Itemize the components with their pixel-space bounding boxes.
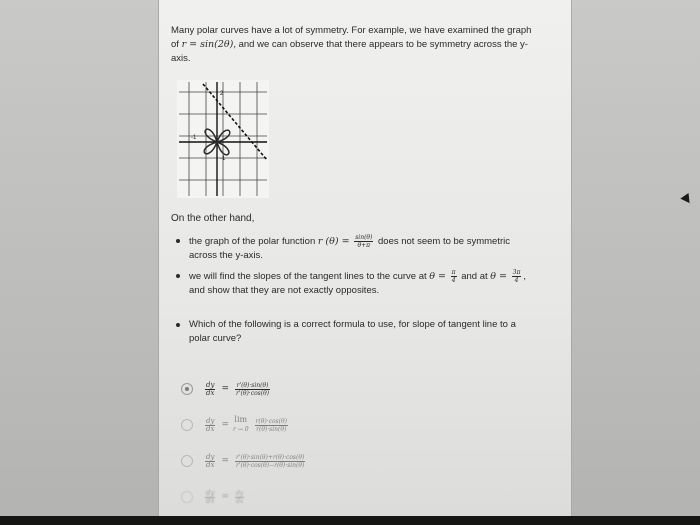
- question-line-2: polar curve?: [189, 333, 242, 344]
- intro-equation: r = sin(2θ): [181, 39, 234, 50]
- radio-button[interactable]: [181, 491, 193, 503]
- polar-rose-graph: [177, 80, 269, 198]
- derivative-label: $\frac{dy}{dx}$: [206, 488, 215, 505]
- function-fraction: $\frac{\sin(\theta)}{\theta+\pi}$: [355, 234, 373, 249]
- intro-paragraph: [171, 24, 566, 66]
- bullet-item: we will find the slopes of the tangent lines to the curve at θ = $\frac{\pi}{4}$ and at θ = $\frac{3\pi}{4}$ , and show that they are not exactly opposites.: [173, 269, 563, 298]
- limit-operator: lim r → 0: [232, 415, 249, 433]
- radio-button-selected[interactable]: [181, 383, 193, 395]
- answer-option-3[interactable]: $\frac{dy}{dx}$ = $\frac{r'(\theta)\cdot\sin(\theta)+r(\theta)\cdot\cos(\theta)}{r'(\theta)\cdot\cos(\theta)-r(\theta)\cdot\sin(\theta)}$: [181, 446, 561, 476]
- tick-label-top: 2: [220, 91, 224, 97]
- intro-line-2: of r = sin(2θ), and we can observe that there appears to be symmetry across the y-: [171, 39, 528, 50]
- answer-option-4[interactable]: $\frac{dy}{dx}$ = $\frac{dy}{dx}$: [181, 482, 561, 512]
- other-hand-heading: On the other hand,: [171, 213, 255, 224]
- monitor-bezel: [0, 516, 700, 525]
- derivative-label: $\frac{dy}{dx}$: [206, 380, 215, 397]
- intro-line-3: axis.: [171, 53, 191, 64]
- answer-option-1[interactable]: $\frac{dy}{dx}$ = $\frac{r'(\theta)\cdot\sin(\theta)}{r'(\theta)\cdot\cos(\theta)}$: [181, 374, 561, 404]
- formula-fraction: $\frac{r'(\theta)\cdot\sin(\theta)+r(\theta)\cdot\cos(\theta)}{r'(\theta)\cdot\cos(\theta)-r(\theta)\cdot\sin(\theta)}$: [235, 453, 305, 469]
- mouse-cursor-icon: [680, 193, 693, 206]
- derivative-label: $\frac{dy}{dx}$: [206, 416, 215, 433]
- formula-fraction: $\frac{r(\theta)\cdot\cos(\theta)}{r(\theta)\cdot\sin(\theta)}$: [255, 417, 287, 433]
- derivative-label: $\frac{dy}{dx}$: [206, 452, 215, 469]
- answer-option-2[interactable]: $\frac{dy}{dx}$ = lim r → 0 $\frac{r(\theta)\cdot\cos(\theta)}{r(\theta)\cdot\sin(\theta)}$: [181, 410, 561, 440]
- answer-options: [181, 374, 561, 518]
- bullet-list: [173, 234, 563, 304]
- tick-label-bottom: -1: [220, 156, 226, 162]
- radio-button[interactable]: [181, 455, 193, 467]
- question-list: [173, 318, 563, 352]
- theta-fraction-2: $\frac{3\pi}{4}$: [512, 269, 521, 285]
- radio-button[interactable]: [181, 419, 193, 431]
- bullet-item: the graph of the polar function r (θ) = $\frac{\sin(\theta)}{\theta+\pi}$ does not seem to be symmetric across the y-axis.: [173, 234, 563, 263]
- function-label: r (θ) =: [317, 236, 350, 248]
- question-panel: [158, 0, 572, 516]
- intro-line-1: Many polar curves have a lot of symmetry. For example, we have examined the graph: [171, 25, 532, 36]
- tick-label-left: -1: [191, 135, 197, 141]
- formula-fraction: $\frac{dy}{dx}$: [235, 489, 244, 505]
- question-item: [173, 318, 563, 346]
- formula-fraction: $\frac{r'(\theta)\cdot\sin(\theta)}{r'(\theta)\cdot\cos(\theta)}$: [235, 381, 270, 397]
- theta-fraction-1: $\frac{\pi}{4}$: [451, 269, 456, 285]
- question-line-1: Which of the following is a correct formula to use, for slope of tangent line to a: [189, 319, 516, 330]
